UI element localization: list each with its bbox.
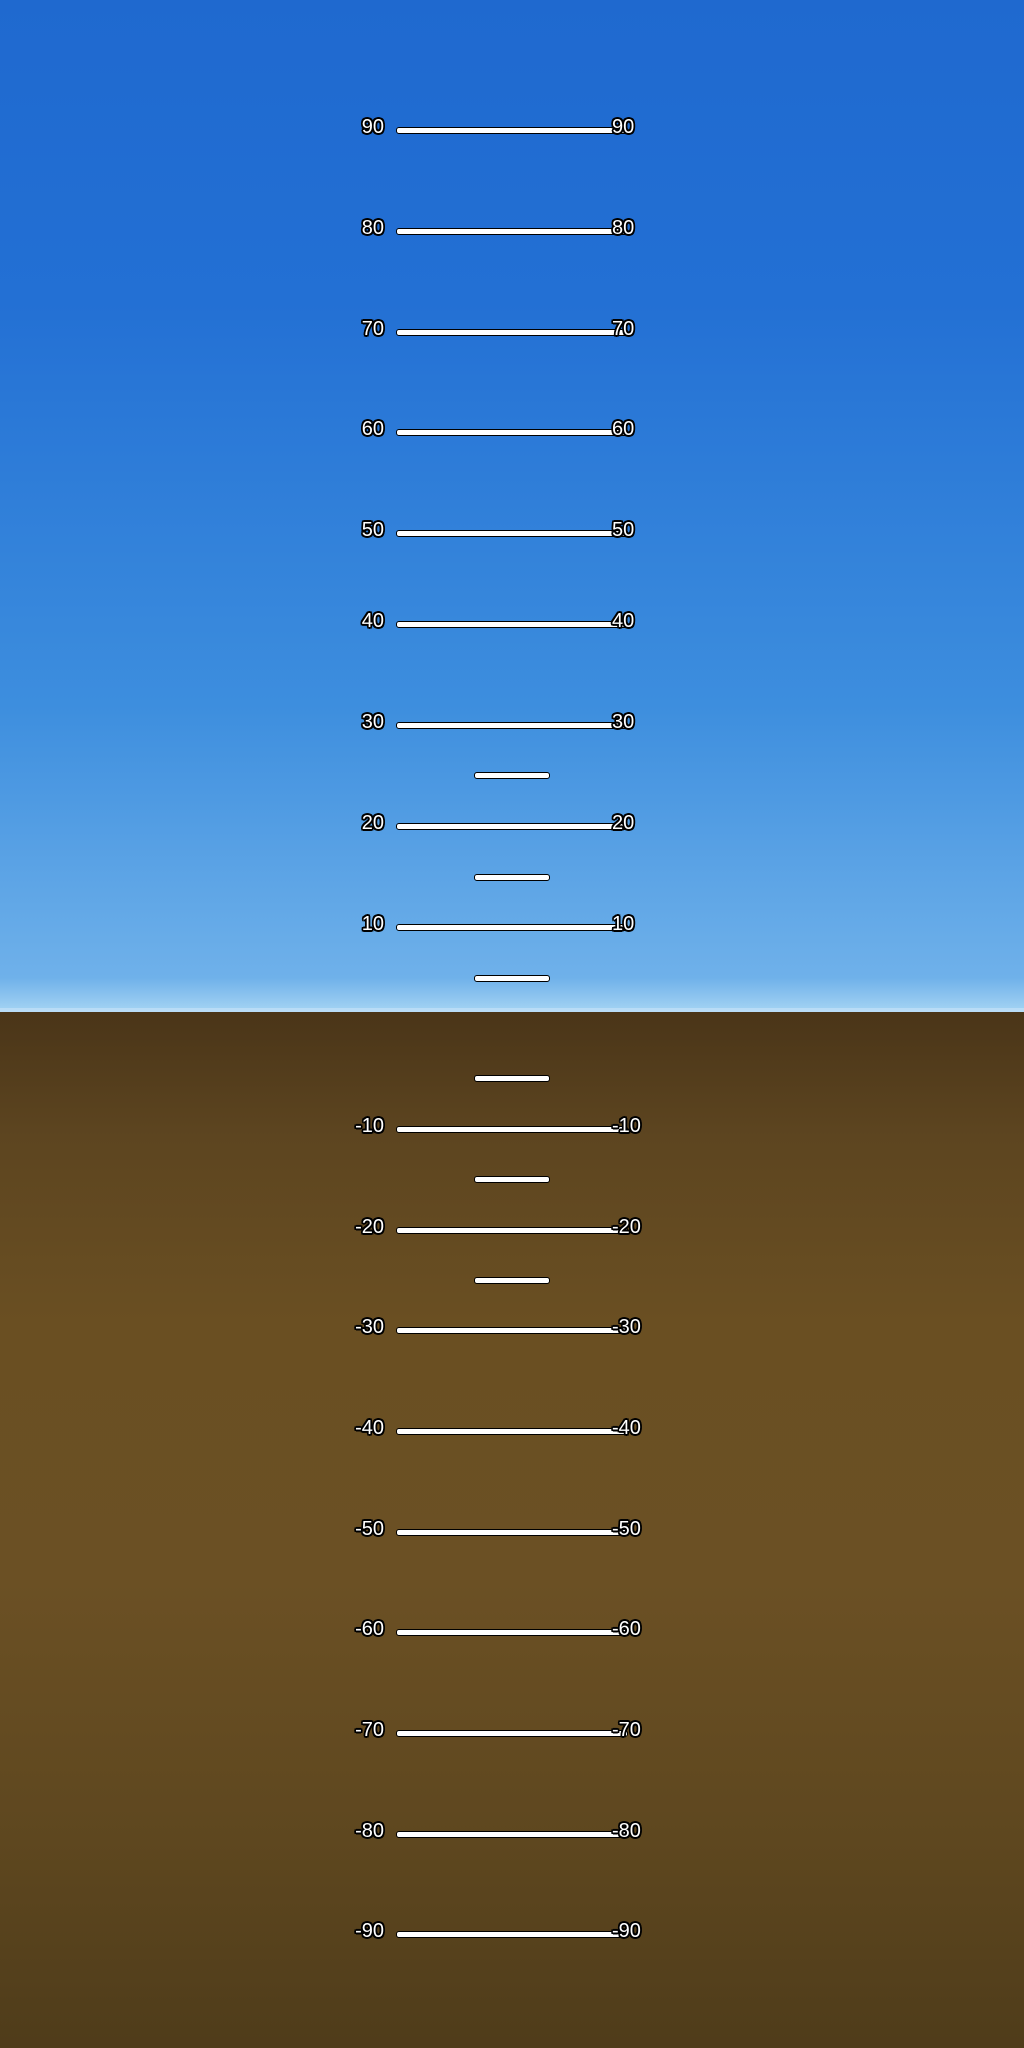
pitch-label-right: -40 <box>612 1417 641 1439</box>
pitch-label-right: 70 <box>612 318 635 340</box>
pitch-label-right: -20 <box>612 1216 641 1238</box>
pitch-label-left: -30 <box>355 1316 384 1338</box>
pitch-label-left: 60 <box>361 418 384 440</box>
pitch-bar <box>396 1227 628 1234</box>
pitch-bar <box>396 1931 628 1938</box>
pitch-label-right: 90 <box>612 116 635 138</box>
pitch-label-left: -70 <box>355 1719 384 1741</box>
pitch-bar <box>474 975 550 982</box>
pitch-label-left: 30 <box>361 711 384 733</box>
pitch-bar <box>474 772 550 779</box>
pitch-label-left: 50 <box>361 519 384 541</box>
pitch-bar <box>396 1529 628 1536</box>
pitch-label-left: -10 <box>355 1115 384 1137</box>
pitch-bar <box>396 1126 628 1133</box>
pitch-label-left: 70 <box>361 318 384 340</box>
pitch-label-right: 50 <box>612 519 635 541</box>
pitch-label-left: 10 <box>361 913 384 935</box>
pitch-label-right: 60 <box>612 418 635 440</box>
pitch-label-left: -80 <box>355 1820 384 1842</box>
pitch-bar <box>396 823 628 830</box>
pitch-label-right: -70 <box>612 1719 641 1741</box>
pitch-label-left: 80 <box>361 217 384 239</box>
pitch-bar <box>396 1730 628 1737</box>
pitch-label-left: -20 <box>355 1216 384 1238</box>
pitch-label-right: -80 <box>612 1820 641 1842</box>
pitch-label-left: -90 <box>355 1920 384 1942</box>
pitch-bar <box>396 429 628 436</box>
pitch-bar <box>396 1629 628 1636</box>
pitch-bar <box>396 329 628 336</box>
pitch-bar <box>396 127 628 134</box>
pitch-label-right: 40 <box>612 610 635 632</box>
pitch-bar <box>474 874 550 881</box>
pitch-bar <box>396 1327 628 1334</box>
pitch-bar <box>396 1428 628 1435</box>
pitch-bar <box>474 1277 550 1284</box>
pitch-bar <box>474 1075 550 1082</box>
pitch-label-right: -60 <box>612 1618 641 1640</box>
pitch-label-left: -40 <box>355 1417 384 1439</box>
pitch-label-right: -50 <box>612 1518 641 1540</box>
pitch-label-right: 20 <box>612 812 635 834</box>
pitch-label-right: 10 <box>612 913 635 935</box>
pitch-label-left: -50 <box>355 1518 384 1540</box>
pitch-label-right: 80 <box>612 217 635 239</box>
pitch-bar <box>474 1176 550 1183</box>
pitch-bar <box>396 1831 628 1838</box>
pitch-label-right: 30 <box>612 711 635 733</box>
pitch-label-left: -60 <box>355 1618 384 1640</box>
pitch-label-left: 90 <box>361 116 384 138</box>
pitch-label-right: -30 <box>612 1316 641 1338</box>
pitch-bar <box>396 530 628 537</box>
pitch-bar <box>396 722 628 729</box>
pitch-bar <box>396 228 628 235</box>
pitch-label-left: 40 <box>361 610 384 632</box>
pitch-label-right: -10 <box>612 1115 641 1137</box>
pitch-label-left: 20 <box>361 812 384 834</box>
pitch-bar <box>396 621 628 628</box>
pitch-label-right: -90 <box>612 1920 641 1942</box>
pitch-bar <box>396 924 628 931</box>
